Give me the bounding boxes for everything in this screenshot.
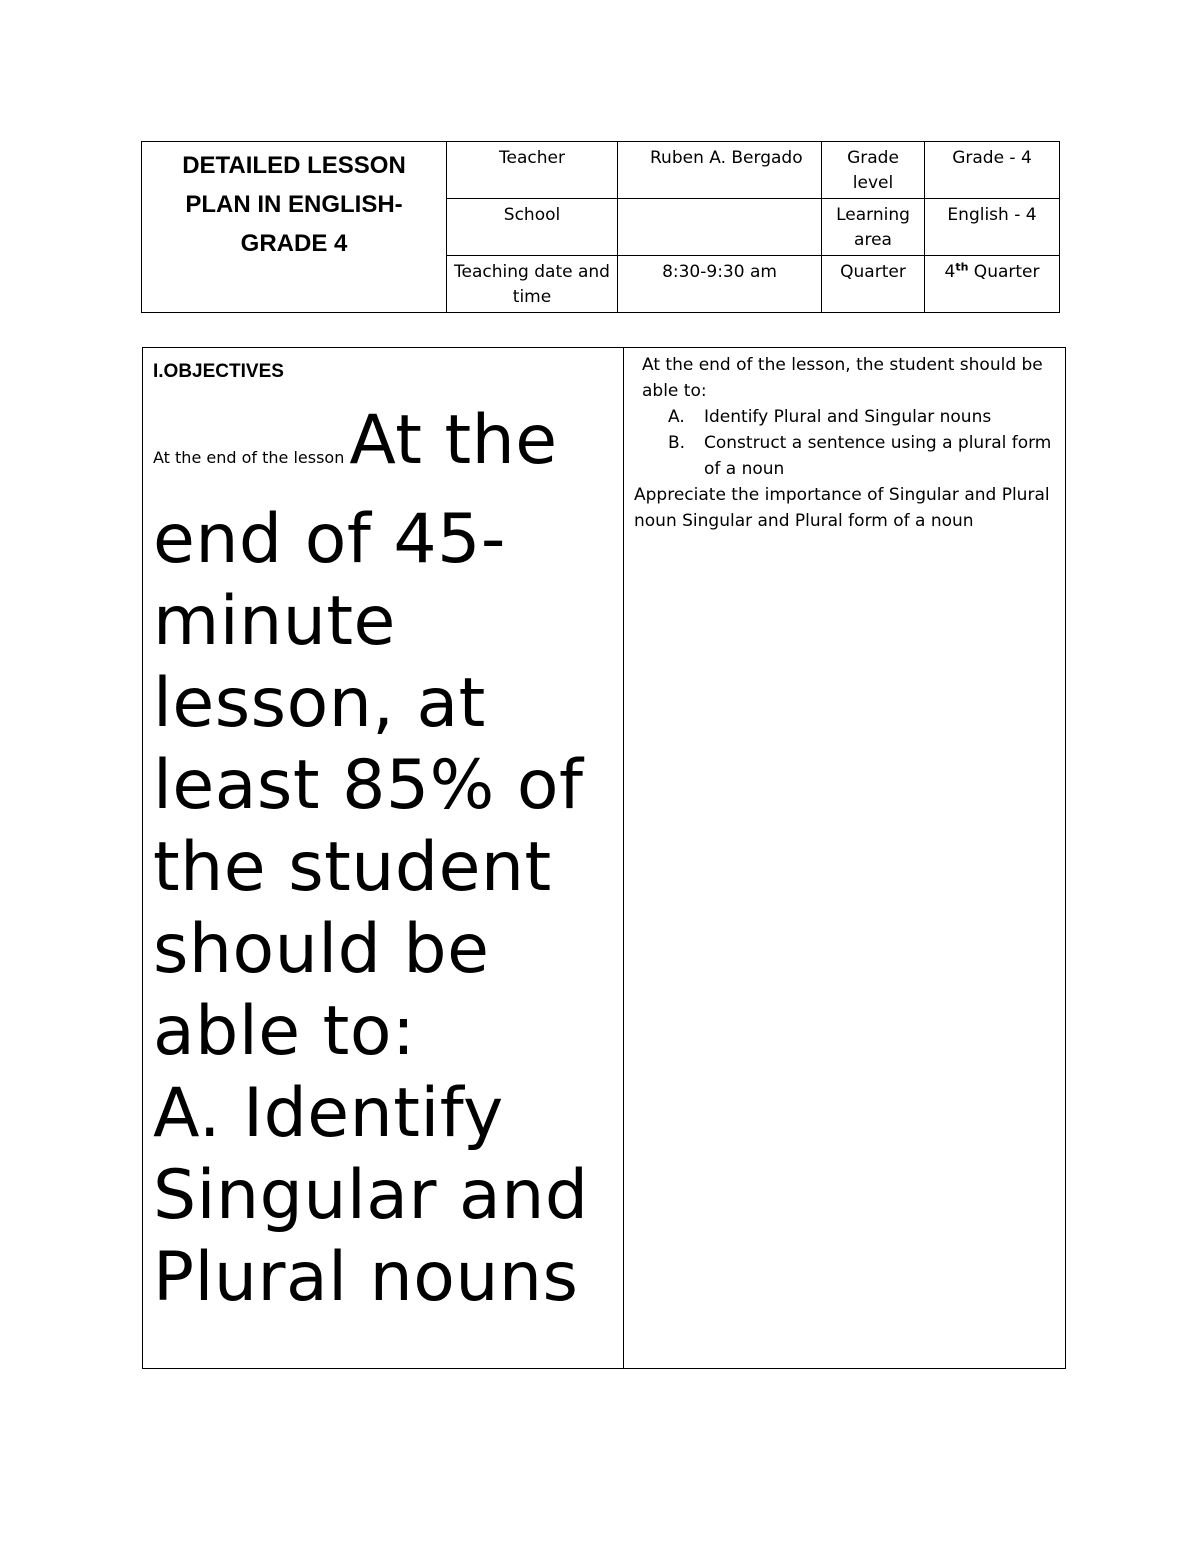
header-table (141, 141, 1060, 313)
objectives-row (143, 348, 1066, 1369)
teacher-label: Teacher (447, 142, 618, 199)
objectives-table (142, 347, 1066, 1369)
document-title: DETAILED LESSON PLAN IN ENGLISH-GRADE 4 (142, 142, 447, 313)
objectives-left-large-lead: At the end of 45-minute lesson, at least 85% of the student should be able to: (153, 401, 584, 1071)
list-item-text: Construct a sentence using a plural form of a noun (704, 433, 1052, 479)
list-item-text: Identify Plural and Singular nouns (704, 407, 992, 427)
grade-level-value: Grade - 4 (925, 142, 1060, 199)
list-item-marker: B. (668, 433, 686, 453)
list-item (634, 404, 1057, 430)
quarter-word: Quarter (968, 262, 1040, 282)
quarter-ordinal-suffix: th (955, 260, 969, 274)
objectives-left-text (153, 400, 615, 1319)
grade-level-label: Grade level (822, 142, 925, 199)
objectives-right-intro: At the end of the lesson, the student should be able to: (642, 355, 1043, 401)
teaching-date-value: 8:30-9:30 am (618, 256, 822, 313)
learning-area-label: Learning area (822, 199, 925, 256)
objectives-left-small-text: At the end of the lesson (153, 448, 350, 467)
objectives-heading: I.OBJECTIVES (153, 361, 284, 382)
school-value (618, 199, 822, 256)
teaching-date-label: Teaching date and time (447, 256, 618, 313)
quarter-value (925, 256, 1060, 313)
learning-area-value: English - 4 (925, 199, 1060, 256)
quarter-number: 4 (944, 262, 956, 282)
objectives-right-closing: Appreciate the importance of Singular and Plural noun Singular and Plural form of a noun (634, 485, 1050, 531)
objectives-right-list (634, 404, 1057, 482)
objectives-left-large-item: A. Identify Singular and Plural nouns (153, 1074, 589, 1317)
quarter-label: Quarter (822, 256, 925, 313)
header-row-teacher (142, 142, 1060, 199)
list-item-marker: A. (668, 407, 685, 427)
objectives-right-cell (624, 348, 1066, 1369)
teacher-value: Ruben A. Bergado (618, 142, 822, 199)
school-label: School (447, 199, 618, 256)
objectives-left-cell (143, 348, 624, 1369)
list-item (634, 430, 1057, 482)
